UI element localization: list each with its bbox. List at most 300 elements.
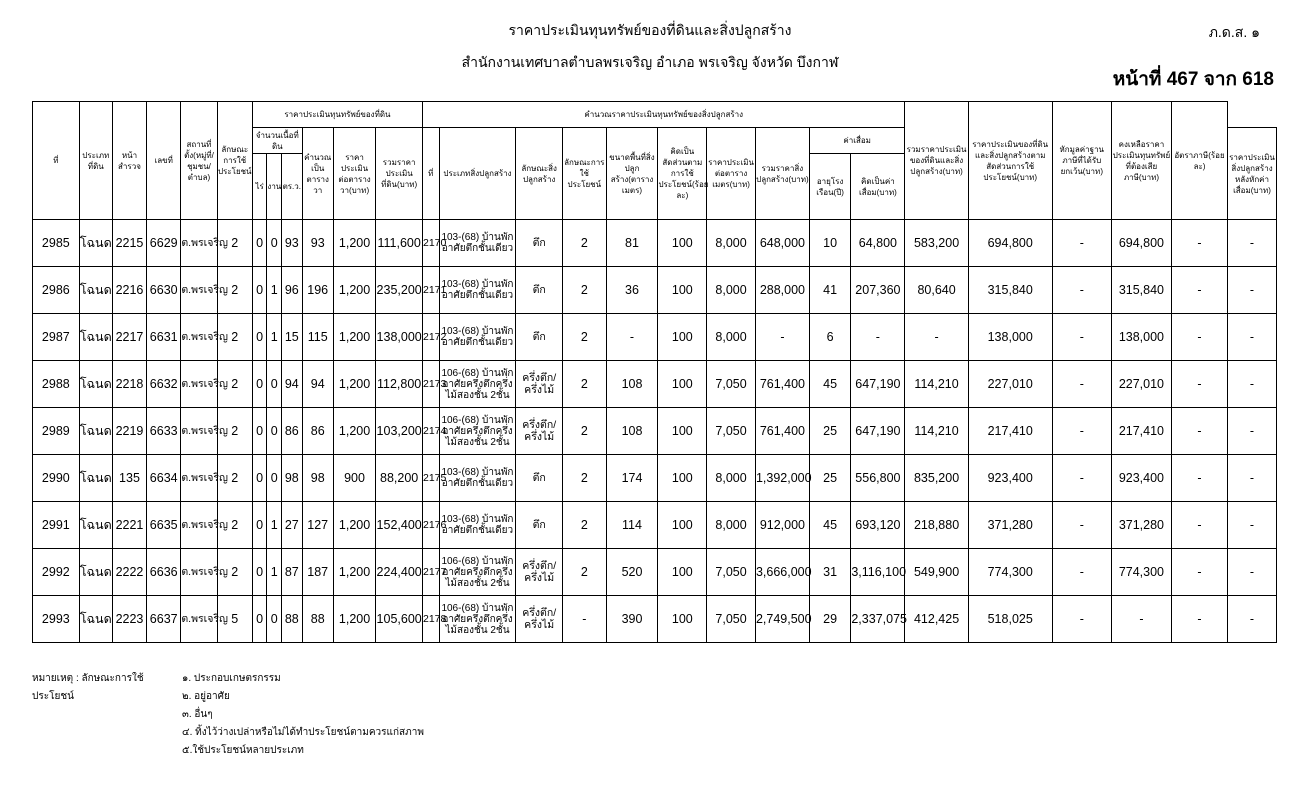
cell-deed-no: 6629 (147, 220, 181, 267)
cell-b-type: 106-(68) บ้านพักอาศัยครึ่งตึกครึ่งไม้สองชั้น 2ชั้น (439, 596, 516, 643)
cell-b-no: 2172 (422, 314, 439, 361)
cell-sq-wa: 96 (281, 267, 302, 314)
col-header-building-price: ราคาประเมินต่อตารางเมตร(บาท) (707, 128, 756, 220)
cell-total-sq-wa: 98 (302, 455, 333, 502)
cell-ngan: 0 (267, 455, 282, 502)
cell-b-total: 1,392,000 (755, 455, 809, 502)
cell-land-use: 5 (217, 596, 252, 643)
cell-location: ต.พรเจริญ (181, 596, 217, 643)
cell-b-use: 2 (563, 455, 607, 502)
cell-dep-amount: 693,120 (851, 502, 905, 549)
cell-ratio-assess: - (1052, 220, 1111, 267)
cell-location: ต.พรเจริญ (181, 361, 217, 408)
cell-survey-page: 2215 (112, 220, 146, 267)
cell-b-no: 2170 (422, 220, 439, 267)
cell-b-type: 103-(68) บ้านพักอาศัยตึกชั้นเดียว (439, 220, 516, 267)
cell-location: ต.พรเจริญ (181, 314, 217, 361)
cell-ratio-assess: - (1052, 408, 1111, 455)
office-subtitle: สำนักงานเทศบาลตำบลพรเจริญ อำเภอ พรเจริญ จังหวัด บึงกาฬ (461, 54, 839, 70)
cell-b-after-dep: 583,200 (905, 220, 968, 267)
cell-price-per-wa: 1,200 (333, 596, 376, 643)
col-group-depreciation: ค่าเสื่อม (809, 128, 905, 154)
cell-deduction: - (1111, 596, 1171, 643)
cell-deduction: 138,000 (1111, 314, 1171, 361)
col-header-dep-amount: คิดเป็นค่าเสื่อม(บาท) (851, 154, 905, 220)
cell-b-price: 7,050 (707, 361, 756, 408)
cell-price-per-wa: 900 (333, 455, 376, 502)
cell-price-per-wa: 1,200 (333, 267, 376, 314)
cell-ngan: 0 (267, 596, 282, 643)
col-group-area: จำนวนเนื้อที่ดิน (252, 128, 302, 154)
note-item: ๑. ประกอบเกษตรกรรม (182, 673, 281, 684)
cell-total-assess: 923,400 (968, 455, 1052, 502)
cell-land-total: 224,400 (376, 549, 423, 596)
cell-b-after-dep: 835,200 (905, 455, 968, 502)
cell-land-use: 2 (217, 314, 252, 361)
cell-b-use: 2 (563, 408, 607, 455)
table-row (33, 267, 1277, 314)
cell-deduction: 227,010 (1111, 361, 1171, 408)
col-header-ratio-assess: ราคาประเมินของที่ดินและสิ่งปลูกสร้างตามสัดส่วนการใช้ประโยชน์(บาท) (968, 102, 1052, 220)
cell-b-style: ตึก (516, 314, 563, 361)
cell-ratio-assess: - (1052, 455, 1111, 502)
cell-no: 2991 (33, 502, 80, 549)
cell-land-total: 138,000 (376, 314, 423, 361)
cell-b-area: 108 (606, 361, 658, 408)
cell-no: 2990 (33, 455, 80, 502)
cell-total-sq-wa: 187 (302, 549, 333, 596)
cell-dep-amount: 556,800 (851, 455, 905, 502)
cell-survey-page: 2217 (112, 314, 146, 361)
cell-land-total: 112,800 (376, 361, 423, 408)
cell-total-assess: 138,000 (968, 314, 1052, 361)
cell-b-after-dep: 218,880 (905, 502, 968, 549)
cell-b-ratio: 100 (658, 502, 707, 549)
cell-b-no: 2178 (422, 596, 439, 643)
cell-dep-age: 25 (809, 408, 850, 455)
cell-ngan: 1 (267, 314, 282, 361)
cell-tax-rate: - (1228, 549, 1277, 596)
cell-b-after-dep: 114,210 (905, 408, 968, 455)
cell-b-price: 7,050 (707, 549, 756, 596)
cell-b-use: - (563, 596, 607, 643)
col-header-sq-wa: ตร.ว. (281, 154, 302, 220)
cell-total-sq-wa: 196 (302, 267, 333, 314)
cell-dep-age: 41 (809, 267, 850, 314)
cell-b-style: ตึก (516, 502, 563, 549)
cell-remaining: - (1172, 361, 1228, 408)
cell-total-assess: 227,010 (968, 361, 1052, 408)
cell-tax-rate: - (1228, 502, 1277, 549)
cell-land-use: 2 (217, 455, 252, 502)
table-row (33, 361, 1277, 408)
cell-tax-rate: - (1228, 455, 1277, 502)
cell-b-no: 2175 (422, 455, 439, 502)
cell-land-type: โฉนด (79, 361, 112, 408)
cell-location: ต.พรเจริญ (181, 408, 217, 455)
table-row (33, 502, 1277, 549)
cell-b-area: - (606, 314, 658, 361)
cell-b-ratio: 100 (658, 267, 707, 314)
cell-b-style: ครึ่งตึก/ครึ่งไม้ (516, 596, 563, 643)
cell-remaining: - (1172, 220, 1228, 267)
cell-b-total: 2,749,500 (755, 596, 809, 643)
cell-land-use: 2 (217, 408, 252, 455)
col-header-total-sq-wa: คำนวณเป็นตารางวา (302, 128, 333, 220)
cell-rai: 0 (252, 549, 267, 596)
cell-no: 2986 (33, 267, 80, 314)
table-row (33, 220, 1277, 267)
cell-dep-age: 10 (809, 220, 850, 267)
cell-b-after-dep: 80,640 (905, 267, 968, 314)
cell-sq-wa: 86 (281, 408, 302, 455)
cell-land-type: โฉนด (79, 314, 112, 361)
cell-land-total: 105,600 (376, 596, 423, 643)
cell-tax-rate: - (1228, 267, 1277, 314)
cell-dep-amount: 207,360 (851, 267, 905, 314)
cell-dep-amount: - (851, 314, 905, 361)
cell-b-area: 36 (606, 267, 658, 314)
cell-sq-wa: 88 (281, 596, 302, 643)
cell-price-per-wa: 1,200 (333, 408, 376, 455)
cell-b-total: 288,000 (755, 267, 809, 314)
cell-dep-age: 45 (809, 502, 850, 549)
cell-location: ต.พรเจริญ (181, 267, 217, 314)
cell-b-style: ตึก (516, 455, 563, 502)
cell-remaining: - (1172, 267, 1228, 314)
cell-survey-page: 135 (112, 455, 146, 502)
col-header-tax-rate: อัตราภาษี(ร้อยละ) (1172, 102, 1228, 220)
assessment-table (32, 101, 1277, 643)
cell-total-assess: 694,800 (968, 220, 1052, 267)
cell-land-type: โฉนด (79, 220, 112, 267)
col-header-building-area: ขนาดพื้นที่สิ่งปลูกสร้าง(ตารางเมตร) (606, 128, 658, 220)
note-item: ๔. ทิ้งไว้ว่างเปล่าหรือไม่ได้ทำประโยชน์ตามควรแก่สภาพ (182, 727, 424, 738)
cell-b-no: 2174 (422, 408, 439, 455)
cell-total-sq-wa: 127 (302, 502, 333, 549)
cell-land-use: 2 (217, 267, 252, 314)
cell-deed-no: 6637 (147, 596, 181, 643)
notes-label: หมายเหตุ : ลักษณะการใช้ประโยชน์ (32, 673, 144, 702)
page-indicator: หน้าที่ 467 จาก 618 (1112, 69, 1274, 90)
col-header-ngan: งาน (267, 154, 282, 220)
cell-sq-wa: 93 (281, 220, 302, 267)
cell-b-price: 8,000 (707, 220, 756, 267)
table-row (33, 455, 1277, 502)
cell-survey-page: 2219 (112, 408, 146, 455)
cell-b-area: 81 (606, 220, 658, 267)
table-row (33, 408, 1277, 455)
cell-ngan: 0 (267, 361, 282, 408)
form-code: ภ.ด.ส. ๑ (1208, 24, 1260, 40)
cell-b-style: ครึ่งตึก/ครึ่งไม้ (516, 408, 563, 455)
cell-sq-wa: 27 (281, 502, 302, 549)
col-header-land-type: ประเภทที่ดิน (79, 102, 112, 220)
cell-survey-page: 2218 (112, 361, 146, 408)
cell-ngan: 1 (267, 267, 282, 314)
cell-location: ต.พรเจริญ (181, 502, 217, 549)
cell-rai: 0 (252, 314, 267, 361)
cell-deed-no: 6635 (147, 502, 181, 549)
cell-rai: 0 (252, 408, 267, 455)
cell-land-type: โฉนด (79, 455, 112, 502)
cell-b-total: 912,000 (755, 502, 809, 549)
cell-b-no: 2173 (422, 361, 439, 408)
col-header-location: สถานที่ตั้ง(หมู่ที่/ชุมชน/ตำบล) (181, 102, 217, 220)
cell-no: 2988 (33, 361, 80, 408)
cell-land-total: 88,200 (376, 455, 423, 502)
cell-dep-amount: 647,190 (851, 361, 905, 408)
cell-land-type: โฉนด (79, 502, 112, 549)
cell-b-type: 106-(68) บ้านพักอาศัยครึ่งตึกครึ่งไม้สองชั้น 2ชั้น (439, 361, 516, 408)
cell-b-area: 520 (606, 549, 658, 596)
cell-dep-amount: 64,800 (851, 220, 905, 267)
cell-b-no: 2176 (422, 502, 439, 549)
cell-total-assess: 371,280 (968, 502, 1052, 549)
cell-deed-no: 6632 (147, 361, 181, 408)
cell-b-total: 761,400 (755, 408, 809, 455)
cell-b-no: 2177 (422, 549, 439, 596)
cell-dep-amount: 647,190 (851, 408, 905, 455)
cell-land-use: 2 (217, 361, 252, 408)
cell-total-sq-wa: 88 (302, 596, 333, 643)
cell-tax-rate: - (1228, 361, 1277, 408)
cell-b-price: 8,000 (707, 314, 756, 361)
cell-b-price: 7,050 (707, 596, 756, 643)
cell-b-use: 2 (563, 549, 607, 596)
cell-total-assess: 518,025 (968, 596, 1052, 643)
cell-ngan: 0 (267, 408, 282, 455)
cell-deduction: 315,840 (1111, 267, 1171, 314)
cell-location: ต.พรเจริญ (181, 455, 217, 502)
note-item: ๓. อื่นๆ (182, 709, 213, 720)
cell-no: 2989 (33, 408, 80, 455)
cell-deduction: 694,800 (1111, 220, 1171, 267)
col-header-total-assess: รวมราคาประเมินของที่ดินและสิ่งปลูกสร้าง(บาท) (905, 102, 968, 220)
cell-b-after-dep: - (905, 314, 968, 361)
col-group-building: คำนวณราคาประเมินทุนทรัพย์ของสิ่งปลูกสร้าง (422, 102, 904, 128)
col-header-after-depreciation: ราคาประเมินสิ่งปลูกสร้างหลังหักค่าเสื่อม(บาท) (1228, 128, 1277, 220)
cell-ratio-assess: - (1052, 267, 1111, 314)
cell-ngan: 1 (267, 502, 282, 549)
cell-b-ratio: 100 (658, 314, 707, 361)
cell-b-use: 2 (563, 502, 607, 549)
cell-no: 2993 (33, 596, 80, 643)
table-row (33, 549, 1277, 596)
cell-no: 2992 (33, 549, 80, 596)
cell-b-type: 106-(68) บ้านพักอาศัยครึ่งตึกครึ่งไม้สองชั้น 2ชั้น (439, 408, 516, 455)
cell-ngan: 0 (267, 220, 282, 267)
note-item: ๒. อยู่อาศัย (182, 691, 230, 702)
cell-remaining: - (1172, 314, 1228, 361)
cell-total-assess: 217,410 (968, 408, 1052, 455)
cell-b-type: 103-(68) บ้านพักอาศัยตึกชั้นเดียว (439, 502, 516, 549)
cell-location: ต.พรเจริญ (181, 220, 217, 267)
cell-b-ratio: 100 (658, 455, 707, 502)
cell-b-total: 648,000 (755, 220, 809, 267)
cell-b-use: 2 (563, 314, 607, 361)
note-item: ๕.ใช้ประโยชน์หลายประเภท (182, 745, 304, 756)
cell-b-area: 108 (606, 408, 658, 455)
cell-rai: 0 (252, 361, 267, 408)
cell-dep-amount: 2,337,075 (851, 596, 905, 643)
cell-deduction: 774,300 (1111, 549, 1171, 596)
cell-rai: 0 (252, 502, 267, 549)
cell-rai: 0 (252, 267, 267, 314)
cell-remaining: - (1172, 502, 1228, 549)
cell-deed-no: 6634 (147, 455, 181, 502)
col-header-deed-no: เลขที่ (147, 102, 181, 220)
cell-tax-rate: - (1228, 220, 1277, 267)
cell-survey-page: 2216 (112, 267, 146, 314)
notes-list (182, 670, 582, 760)
cell-deed-no: 6631 (147, 314, 181, 361)
cell-no: 2987 (33, 314, 80, 361)
cell-price-per-wa: 1,200 (333, 549, 376, 596)
cell-sq-wa: 98 (281, 455, 302, 502)
cell-dep-amount: 3,116,100 (851, 549, 905, 596)
cell-b-after-dep: 412,425 (905, 596, 968, 643)
cell-remaining: - (1172, 408, 1228, 455)
col-header-survey-page: หน้าสำรวจ (112, 102, 146, 220)
table-row (33, 596, 1277, 643)
cell-b-ratio: 100 (658, 220, 707, 267)
cell-deed-no: 6633 (147, 408, 181, 455)
cell-deduction: 217,410 (1111, 408, 1171, 455)
col-header-building-ratio: คิดเป็นสัดส่วนตามการใช้ประโยชน์(ร้อยละ) (658, 128, 707, 220)
cell-b-use: 2 (563, 361, 607, 408)
cell-land-use: 2 (217, 502, 252, 549)
cell-dep-age: 25 (809, 455, 850, 502)
cell-ratio-assess: - (1052, 314, 1111, 361)
cell-b-after-dep: 114,210 (905, 361, 968, 408)
col-header-building-style: ลักษณะสิ่งปลูกสร้าง (516, 128, 563, 220)
document-title: ราคาประเมินทุนทรัพย์ของที่ดินและสิ่งปลูกสร้าง (508, 22, 792, 38)
cell-dep-age: 6 (809, 314, 850, 361)
cell-deed-no: 6636 (147, 549, 181, 596)
cell-b-price: 8,000 (707, 455, 756, 502)
cell-b-price: 8,000 (707, 502, 756, 549)
cell-b-total: 3,666,000 (755, 549, 809, 596)
cell-b-style: ตึก (516, 220, 563, 267)
cell-remaining: - (1172, 455, 1228, 502)
cell-no: 2985 (33, 220, 80, 267)
cell-ratio-assess: - (1052, 549, 1111, 596)
cell-survey-page: 2223 (112, 596, 146, 643)
cell-tax-rate: - (1228, 408, 1277, 455)
cell-b-style: ครึ่งตึก/ครึ่งไม้ (516, 361, 563, 408)
cell-total-sq-wa: 93 (302, 220, 333, 267)
cell-remaining: - (1172, 549, 1228, 596)
cell-b-ratio: 100 (658, 596, 707, 643)
col-header-rai: ไร่ (252, 154, 267, 220)
cell-land-total: 235,200 (376, 267, 423, 314)
cell-remaining: - (1172, 596, 1228, 643)
cell-total-assess: 774,300 (968, 549, 1052, 596)
col-header-building-no: ที่ (422, 128, 439, 220)
col-header-building-use: ลักษณะการใช้ประโยชน์ (563, 128, 607, 220)
cell-dep-age: 31 (809, 549, 850, 596)
cell-b-area: 390 (606, 596, 658, 643)
cell-land-total: 103,200 (376, 408, 423, 455)
cell-tax-rate: - (1228, 314, 1277, 361)
cell-sq-wa: 87 (281, 549, 302, 596)
cell-b-type: 103-(68) บ้านพักอาศัยตึกชั้นเดียว (439, 455, 516, 502)
col-header-land-use: ลักษณะการใช้ประโยชน์ (217, 102, 252, 220)
cell-price-per-wa: 1,200 (333, 220, 376, 267)
cell-b-type: 103-(68) บ้านพักอาศัยตึกชั้นเดียว (439, 267, 516, 314)
cell-land-type: โฉนด (79, 596, 112, 643)
cell-b-total: - (755, 314, 809, 361)
col-header-building-type: ประเภทสิ่งปลูกสร้าง (439, 128, 516, 220)
cell-total-sq-wa: 115 (302, 314, 333, 361)
cell-price-per-wa: 1,200 (333, 361, 376, 408)
col-header-deduction: หักมูลค่าฐานภาษีที่ได้รับยกเว้น(บาท) (1052, 102, 1111, 220)
cell-price-per-wa: 1,200 (333, 502, 376, 549)
cell-dep-age: 45 (809, 361, 850, 408)
cell-deed-no: 6630 (147, 267, 181, 314)
cell-land-total: 152,400 (376, 502, 423, 549)
cell-b-type: 103-(68) บ้านพักอาศัยตึกชั้นเดียว (439, 314, 516, 361)
cell-b-after-dep: 549,900 (905, 549, 968, 596)
cell-dep-age: 29 (809, 596, 850, 643)
cell-survey-page: 2222 (112, 549, 146, 596)
cell-tax-rate: - (1228, 596, 1277, 643)
col-header-dep-age: อายุโรงเรือน(ปี) (809, 154, 850, 220)
cell-b-style: ครึ่งตึก/ครึ่งไม้ (516, 549, 563, 596)
cell-b-price: 7,050 (707, 408, 756, 455)
col-header-no: ที่ (33, 102, 80, 220)
cell-land-total: 111,600 (376, 220, 423, 267)
cell-sq-wa: 15 (281, 314, 302, 361)
cell-deduction: 371,280 (1111, 502, 1171, 549)
cell-b-style: ตึก (516, 267, 563, 314)
table-body (33, 220, 1277, 643)
col-header-remaining: คงเหลือราคาประเมินทุนทรัพย์ที่ต้องเสียภาษี(บาท) (1111, 102, 1171, 220)
cell-deduction: 923,400 (1111, 455, 1171, 502)
cell-b-ratio: 100 (658, 549, 707, 596)
cell-total-sq-wa: 94 (302, 361, 333, 408)
cell-b-total: 761,400 (755, 361, 809, 408)
cell-rai: 0 (252, 596, 267, 643)
col-group-land: ราคาประเมินทุนทรัพย์ของที่ดิน (252, 102, 422, 128)
cell-rai: 0 (252, 455, 267, 502)
cell-b-no: 2171 (422, 267, 439, 314)
cell-ratio-assess: - (1052, 502, 1111, 549)
col-header-building-total: รวมราคาสิ่งปลูกสร้าง(บาท) (755, 128, 809, 220)
cell-total-assess: 315,840 (968, 267, 1052, 314)
cell-b-type: 106-(68) บ้านพักอาศัยครึ่งตึกครึ่งไม้สองชั้น 2ชั้น (439, 549, 516, 596)
cell-b-ratio: 100 (658, 408, 707, 455)
cell-b-area: 174 (606, 455, 658, 502)
cell-price-per-wa: 1,200 (333, 314, 376, 361)
cell-b-area: 114 (606, 502, 658, 549)
cell-land-type: โฉนด (79, 267, 112, 314)
cell-total-sq-wa: 86 (302, 408, 333, 455)
cell-land-use: 2 (217, 549, 252, 596)
cell-sq-wa: 94 (281, 361, 302, 408)
cell-rai: 0 (252, 220, 267, 267)
col-header-price-per-wa: ราคาประเมินต่อตารางวา(บาท) (333, 128, 376, 220)
cell-location: ต.พรเจริญ (181, 549, 217, 596)
cell-land-type: โฉนด (79, 408, 112, 455)
cell-ratio-assess: - (1052, 361, 1111, 408)
cell-ratio-assess: - (1052, 596, 1111, 643)
cell-ngan: 1 (267, 549, 282, 596)
cell-land-type: โฉนด (79, 549, 112, 596)
cell-b-use: 2 (563, 267, 607, 314)
table-row (33, 314, 1277, 361)
